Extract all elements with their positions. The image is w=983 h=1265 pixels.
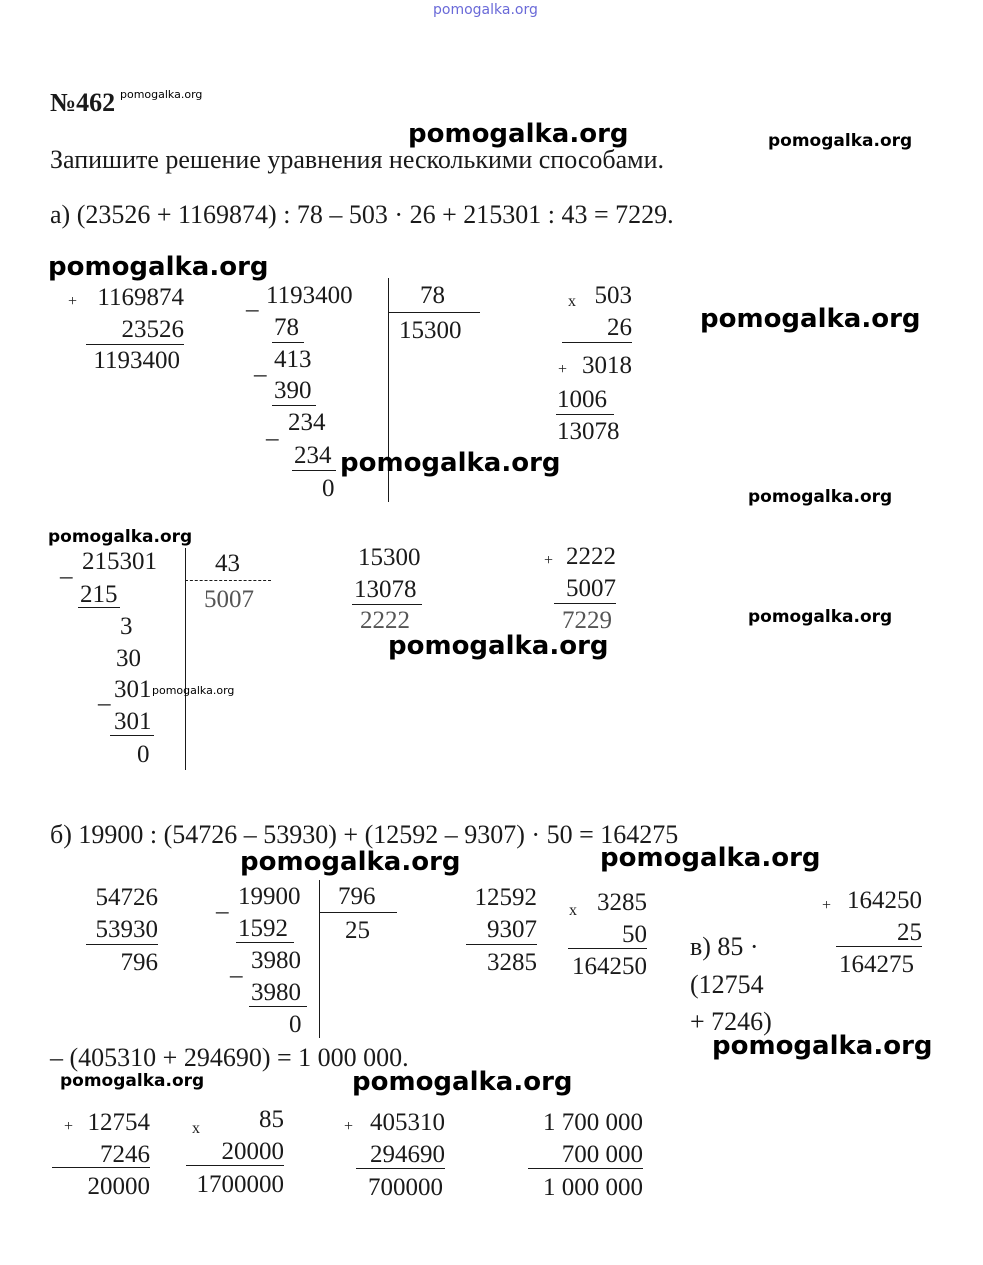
watermark: pomogalka.org [60,1071,205,1091]
plus-sign: + [544,552,554,569]
watermark-header: pomogalka.org [120,88,203,101]
subtrahend: 53930 [95,916,158,943]
plus-sign: + [68,293,78,310]
quotient: 15300 [399,317,462,344]
difference: 1 000 000 [543,1174,643,1201]
subtrahend: 78 [274,314,299,341]
remainder: 301 [114,676,152,703]
sum: 20000 [87,1173,150,1200]
factor: 50 [622,921,647,948]
sum-line [554,603,616,604]
sum-line [86,344,184,345]
watermark: pomogalka.org [700,304,921,334]
equation-c-line2: (12754 [690,970,764,999]
sum: 164275 [839,951,914,978]
remainder: 3980 [251,947,301,974]
dividend: 1193400 [266,282,353,309]
watermark: pomogalka.org [48,527,193,547]
factor: 85 [259,1106,284,1133]
minuend: 54726 [95,884,158,911]
subtrahend: 390 [274,377,312,404]
addend: 23526 [121,316,184,343]
addend: 164250 [847,887,922,914]
factor: 20000 [221,1138,284,1165]
sub-line [110,735,154,736]
product: 1700000 [196,1171,284,1198]
watermark: pomogalka.org [352,1067,573,1097]
sum: 700000 [368,1174,443,1201]
divisor: 796 [338,883,376,910]
watermark: pomogalka.org [748,487,893,507]
watermark: pomogalka.org [748,607,893,627]
sum: 1193400 [93,347,180,374]
watermark: pomogalka.org [712,1031,933,1061]
minus-sign: _ [60,554,73,581]
subtrahend: 13078 [354,576,417,603]
factor: 26 [607,314,632,341]
addend: 2222 [566,543,616,570]
factor: 503 [594,282,632,309]
sum-line [556,414,614,415]
watermark: pomogalka.org [388,631,609,661]
sum-line [52,1167,150,1168]
product-line [186,1165,284,1166]
divisor: 78 [420,282,445,309]
minuend: 1 700 000 [543,1109,643,1136]
watermark: pomogalka.org [340,448,561,478]
watermark: pomogalka.org [152,684,235,697]
final-remainder: 0 [289,1011,302,1038]
watermark: pomogalka.org [768,131,913,151]
addend: 5007 [566,575,616,602]
difference-line [352,604,422,605]
remainder: 413 [274,346,312,373]
remainder: 234 [288,409,326,436]
plus-sign: + [344,1118,354,1135]
minus-sign: _ [266,416,279,443]
equation-c-line3: + 7246) [690,1007,772,1036]
equation-c-line1: в) 85 · [690,932,759,961]
product: 13078 [557,418,620,445]
watermark: pomogalka.org [48,252,269,282]
addend: 1169874 [97,284,184,311]
division-bar [185,548,186,770]
sum-line [836,946,922,947]
addend: 25 [897,919,922,946]
dividend: 19900 [238,883,301,910]
times-sign: x [569,902,577,919]
difference-line [466,944,537,945]
division-bar [319,880,320,1038]
subtrahend: 301 [114,708,152,735]
quotient: 25 [345,917,370,944]
factor: 3285 [597,889,647,916]
minus-sign: _ [246,287,259,314]
dividend: 215301 [82,548,157,575]
subtrahend: 700 000 [561,1141,643,1168]
difference-line [86,944,158,945]
subtrahend: 234 [294,442,332,469]
product-line [562,342,632,343]
divisor-line [319,912,397,913]
plus-sign: + [558,361,568,378]
divisor: 43 [215,550,240,577]
difference-line [528,1168,643,1169]
equation-c-line4: – (405310 + 294690) = 1 000 000. [50,1043,409,1072]
subtrahend: 3980 [251,979,301,1006]
partial-product: 1006 [557,386,607,413]
instruction-text: Запишите решение уравнения несколькими способами. [50,145,665,174]
sum-line [356,1168,445,1169]
equation-b: б) 19900 : (54726 – 53930) + (12592 – 9307) · 50 = 164275 [50,820,679,849]
addend: 294690 [370,1141,445,1168]
difference: 3285 [487,949,537,976]
final-remainder: 0 [322,475,335,502]
quotient: 5007 [204,586,254,613]
subtrahend: 215 [80,581,118,608]
addend: 7246 [100,1141,150,1168]
watermark: pomogalka.org [600,843,821,873]
addend: 12754 [87,1109,150,1136]
times-sign: x [568,293,576,310]
product: 164250 [572,953,647,980]
minus-sign: _ [254,352,267,379]
minus-sign: _ [216,889,229,916]
sum: 7229 [562,607,612,634]
sub-line [249,1006,307,1007]
subtrahend: 9307 [487,916,537,943]
minus-sign: _ [230,953,243,980]
watermark: pomogalka.org [408,119,629,149]
minuend: 15300 [358,544,421,571]
plus-sign: + [822,897,832,914]
remainder: 3 [120,613,133,640]
divisor-line [388,312,480,313]
addend: 405310 [370,1109,445,1136]
subtrahend: 1592 [238,915,288,942]
partial-product: 3018 [582,352,632,379]
sub-line [78,607,120,608]
times-sign: x [192,1120,200,1137]
remainder: 30 [116,645,141,672]
divisor-line [185,580,271,581]
sub-line [292,470,336,471]
sub-line [272,342,304,343]
sub-line [236,942,294,943]
sub-line [272,405,316,406]
final-remainder: 0 [137,741,150,768]
problem-number: №462 [50,88,116,117]
minuend: 12592 [474,884,537,911]
minus-sign: _ [98,681,111,708]
watermark-top[interactable]: pomogalka.org [433,2,538,18]
watermark: pomogalka.org [240,847,461,877]
equation-a: а) (23526 + 1169874) : 78 – 503 · 26 + 215301 : 43 = 7229. [50,200,674,229]
plus-sign: + [64,1118,74,1135]
difference: 2222 [360,607,410,634]
product-line [568,948,647,949]
difference: 796 [120,949,158,976]
